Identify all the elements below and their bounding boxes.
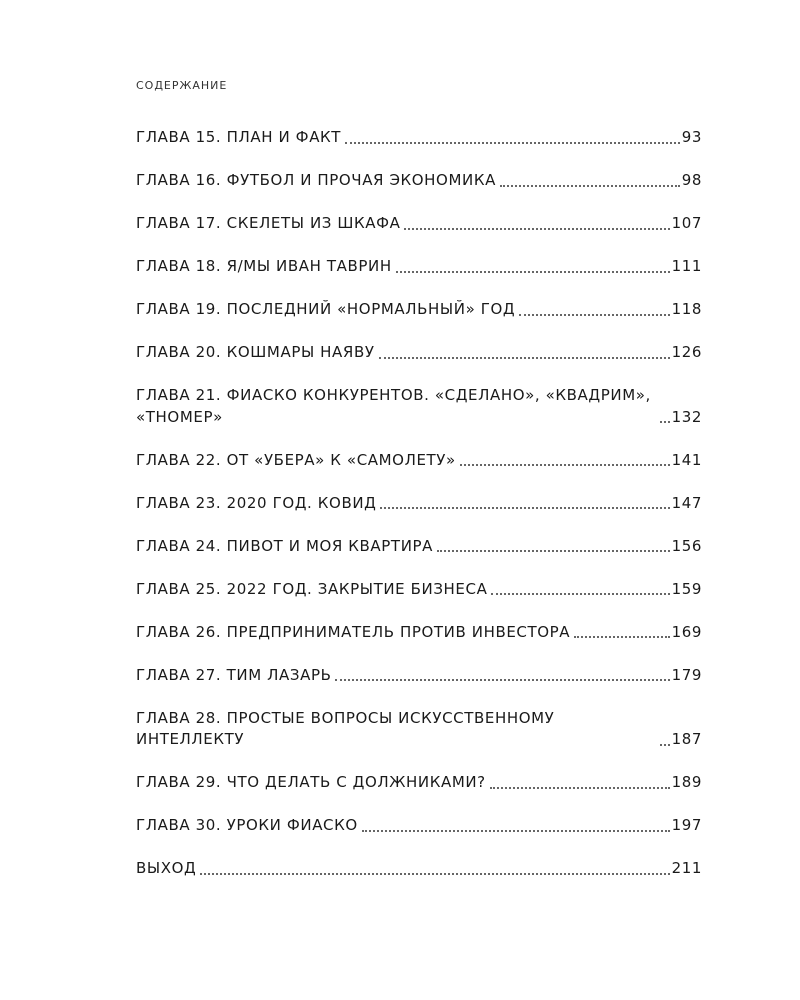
dot-leader — [490, 787, 670, 789]
toc-entry-title: ГЛАВА 18. Я/МЫ ИВАН ТАВРИН — [136, 257, 392, 275]
toc-entry — [136, 858, 702, 880]
toc-entry-title: ГЛАВА 17. СКЕЛЕТЫ ИЗ ШКАФА — [136, 214, 401, 232]
dot-leader — [200, 873, 669, 875]
toc-entry — [136, 579, 702, 601]
toc-entry-page: 156 — [671, 536, 702, 555]
toc-entry-page: 159 — [671, 579, 702, 598]
dot-leader — [380, 507, 669, 509]
toc-entry-title: ГЛАВА 21. ФИАСКО КОНКУРЕНТОВ. «СДЕЛАНО», «КВАДРИМ», «ТНОМЕР» — [136, 386, 651, 426]
toc-entry — [136, 622, 702, 644]
toc-entry — [136, 127, 702, 149]
dot-leader — [335, 679, 669, 681]
toc-entry-page: 126 — [671, 343, 702, 361]
dot-leader — [396, 271, 670, 273]
toc-entry-page: 98 — [681, 171, 702, 189]
toc-entry — [136, 665, 702, 687]
dot-leader — [362, 830, 670, 832]
toc-entry — [136, 493, 702, 515]
toc-entry-page: 93 — [681, 128, 702, 146]
toc-entry-title: ГЛАВА 25. 2022 ГОД. ЗАКРЫТИЕ БИЗНЕСА — [136, 579, 488, 598]
toc-entry — [136, 815, 702, 837]
toc-entry-title: ГЛАВА 28. ПРОСТЫЕ ВОПРОСЫ ИСКУССТВЕННОМУ ИНТЕЛЛЕКТУ — [136, 708, 555, 748]
toc-entry-title: ГЛАВА 15. ПЛАН И ФАКТ — [136, 128, 342, 146]
toc-entry-page: 141 — [671, 450, 702, 469]
dot-leader — [519, 314, 669, 316]
dot-leader — [491, 593, 669, 595]
toc-entry — [136, 708, 702, 751]
toc-entry-title: ГЛАВА 24. ПИВОТ И МОЯ КВАРТИРА — [136, 536, 434, 555]
toc-entry — [136, 385, 702, 428]
dot-leader — [660, 421, 670, 423]
toc-entry-title: ГЛАВА 22. ОТ «УБЕРА» К «САМОЛЕТУ» — [136, 450, 456, 469]
toc-entry-page: 211 — [671, 859, 702, 877]
toc-entry — [136, 536, 702, 558]
toc-entry-page: 107 — [671, 214, 702, 232]
toc-entry-page: 111 — [671, 257, 702, 275]
dot-leader — [660, 744, 670, 746]
toc-entry-title: ГЛАВА 30. УРОКИ ФИАСКО — [136, 816, 358, 834]
toc-entry — [136, 772, 702, 794]
toc-entry-page: 118 — [671, 300, 702, 318]
toc-entry-title: ГЛАВА 16. ФУТБОЛ И ПРОЧАЯ ЭКОНОМИКА — [136, 171, 496, 189]
dot-leader — [460, 464, 670, 466]
dot-leader — [404, 228, 669, 230]
toc-entry-title: ВЫХОД — [136, 859, 197, 877]
toc-entry — [136, 299, 702, 321]
toc-entry-title: ГЛАВА 29. ЧТО ДЕЛАТЬ С ДОЛЖНИКАМИ? — [136, 773, 486, 791]
toc-entry — [136, 342, 702, 364]
toc-entry-page: 147 — [671, 493, 702, 512]
toc-entry-title: ГЛАВА 19. ПОСЛЕДНИЙ «НОРМАЛЬНЫЙ» ГОД — [136, 300, 516, 318]
toc-entry-page: 197 — [671, 816, 702, 834]
toc-entry — [136, 170, 702, 192]
toc-entry-page: 187 — [671, 730, 702, 748]
toc-entry — [136, 256, 702, 278]
dot-leader — [379, 357, 670, 359]
toc-entry-page: 189 — [671, 773, 702, 791]
toc-entry-title: ГЛАВА 20. КОШМАРЫ НАЯВУ — [136, 343, 375, 361]
toc-entry-page: 132 — [671, 407, 702, 426]
toc-entry-title: ГЛАВА 26. ПРЕДПРИНИМАТЕЛЬ ПРОТИВ ИНВЕСТОРА — [136, 622, 571, 641]
toc-entry-page: 169 — [671, 622, 702, 641]
dot-leader — [574, 636, 669, 638]
toc-entry-page: 179 — [671, 665, 702, 684]
dot-leader — [500, 185, 680, 187]
toc-entry — [136, 450, 702, 472]
toc-entry — [136, 213, 702, 235]
running-header: СОДЕРЖАНИЕ — [136, 79, 228, 92]
dot-leader — [345, 142, 680, 144]
toc-entry-title: ГЛАВА 23. 2020 ГОД. КОВИД — [136, 493, 377, 512]
toc-entry-title: ГЛАВА 27. ТИМ ЛАЗАРЬ — [136, 665, 332, 684]
table-of-contents — [136, 127, 702, 901]
dot-leader — [437, 550, 670, 552]
